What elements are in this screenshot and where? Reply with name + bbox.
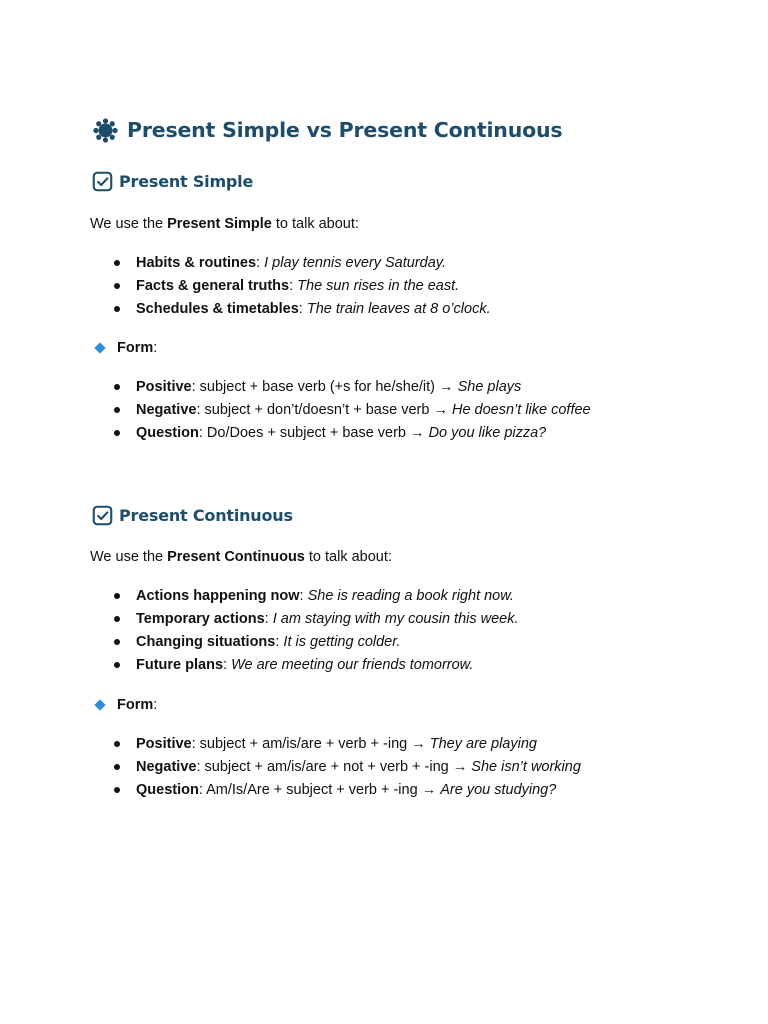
- checkbox-icon: [92, 505, 113, 526]
- list-item: Changing situations: It is getting colder.: [0, 632, 519, 655]
- uses-list: [0, 253, 491, 322]
- form-example: He doesn’t like coffee: [451, 402, 591, 418]
- form-example: Are you studying?: [440, 782, 557, 798]
- form-term: Positive: [136, 736, 192, 752]
- form-pattern: subject + am/is/are + not + verb + -ing →: [204, 759, 472, 775]
- section-intro: [90, 547, 392, 567]
- use-example: She is reading a book right now.: [307, 588, 514, 604]
- section-title: Present Continuous: [119, 505, 293, 525]
- checkbox-icon: [92, 171, 113, 192]
- form-pattern: Do/Does + subject + base verb →: [206, 425, 429, 441]
- section-title: Present Simple: [119, 171, 254, 191]
- form-example: They are playing: [429, 736, 537, 752]
- form-pattern: subject + base verb (+s for he/she/it) →: [199, 379, 458, 395]
- form-term: Negative: [136, 402, 197, 418]
- use-term: Temporary actions: [136, 611, 265, 627]
- use-example: I play tennis every Saturday.: [264, 255, 446, 271]
- use-term: Actions happening now: [136, 588, 300, 604]
- use-term: Future plans: [136, 657, 224, 673]
- intro-bold: Present Continuous: [167, 549, 305, 565]
- list-item: Negative: subject + am/is/are + not + verb + -ing → She isn’t working: [0, 757, 581, 780]
- use-example: The train leaves at 8 o’clock.: [306, 301, 491, 317]
- use-term: Changing situations: [136, 634, 276, 650]
- intro-text: We use the: [90, 549, 168, 565]
- form-label: Form: [117, 340, 154, 356]
- form-term: Question: [136, 425, 199, 441]
- list-item: Question: Do/Does + subject + base verb → Do you like pizza?: [0, 423, 591, 446]
- intro-text-end: to talk about:: [304, 549, 392, 565]
- form-list: [0, 377, 591, 446]
- list-item: Temporary actions: I am staying with my cousin this week.: [0, 609, 519, 632]
- form-example: Do you like pizza?: [428, 425, 547, 441]
- use-term: Facts & general truths: [136, 278, 290, 294]
- page-title: Present Simple vs Present Continuous: [127, 118, 563, 142]
- diamond-icon: [94, 699, 105, 710]
- list-item: Actions happening now: She is reading a book right now.: [0, 586, 519, 609]
- section-heading-present-simple: [92, 168, 253, 194]
- form-term: Positive: [136, 379, 192, 395]
- use-example: It is getting colder.: [283, 634, 401, 650]
- list-item: Habits & routines: I play tennis every Saturday.: [0, 253, 491, 276]
- list-item: Future plans: We are meeting our friends tomorrow.: [0, 655, 519, 678]
- form-example: She plays: [457, 379, 522, 395]
- form-pattern: subject + am/is/are + verb + -ing →: [199, 736, 430, 752]
- intro-bold: Present Simple: [167, 216, 272, 232]
- list-item: Facts & general truths: The sun rises in the east.: [0, 276, 491, 299]
- use-term: Habits & routines: [136, 255, 257, 271]
- section-heading-present-continuous: [92, 502, 293, 528]
- intro-text: We use the: [90, 216, 168, 232]
- document-title: [92, 114, 562, 146]
- list-item: Negative: subject + don’t/doesn’t + base verb → He doesn’t like coffee: [0, 400, 591, 423]
- form-label-row: Form :: [96, 338, 157, 358]
- form-label-row: Form :: [96, 695, 157, 715]
- form-term: Question: [136, 782, 199, 798]
- list-item: Schedules & timetables: The train leaves at 8 o’clock.: [0, 299, 491, 322]
- gear-icon: [92, 117, 119, 144]
- use-example: I am staying with my cousin this week.: [272, 611, 519, 627]
- form-pattern: subject + don’t/doesn’t + base verb →: [204, 402, 452, 418]
- list-item: Positive: subject + base verb (+s for he/she/it) → She plays: [0, 377, 591, 400]
- uses-list: [0, 586, 519, 678]
- list-item: Question: Am/Is/Are + subject + verb + -ing → Are you studying?: [0, 780, 581, 803]
- form-label: Form: [117, 697, 154, 713]
- section-intro: [90, 214, 359, 234]
- form-term: Negative: [136, 759, 197, 775]
- form-example: She isn’t working: [471, 759, 581, 775]
- use-example: We are meeting our friends tomorrow.: [231, 657, 474, 673]
- intro-text-end: to talk about:: [271, 216, 359, 232]
- diamond-icon: [94, 342, 105, 353]
- form-list: [0, 734, 581, 803]
- list-item: Positive: subject + am/is/are + verb + -ing → They are playing: [0, 734, 581, 757]
- form-pattern: Am/Is/Are + subject + verb + -ing →: [206, 782, 441, 798]
- use-term: Schedules & timetables: [136, 301, 299, 317]
- use-example: The sun rises in the east.: [297, 278, 460, 294]
